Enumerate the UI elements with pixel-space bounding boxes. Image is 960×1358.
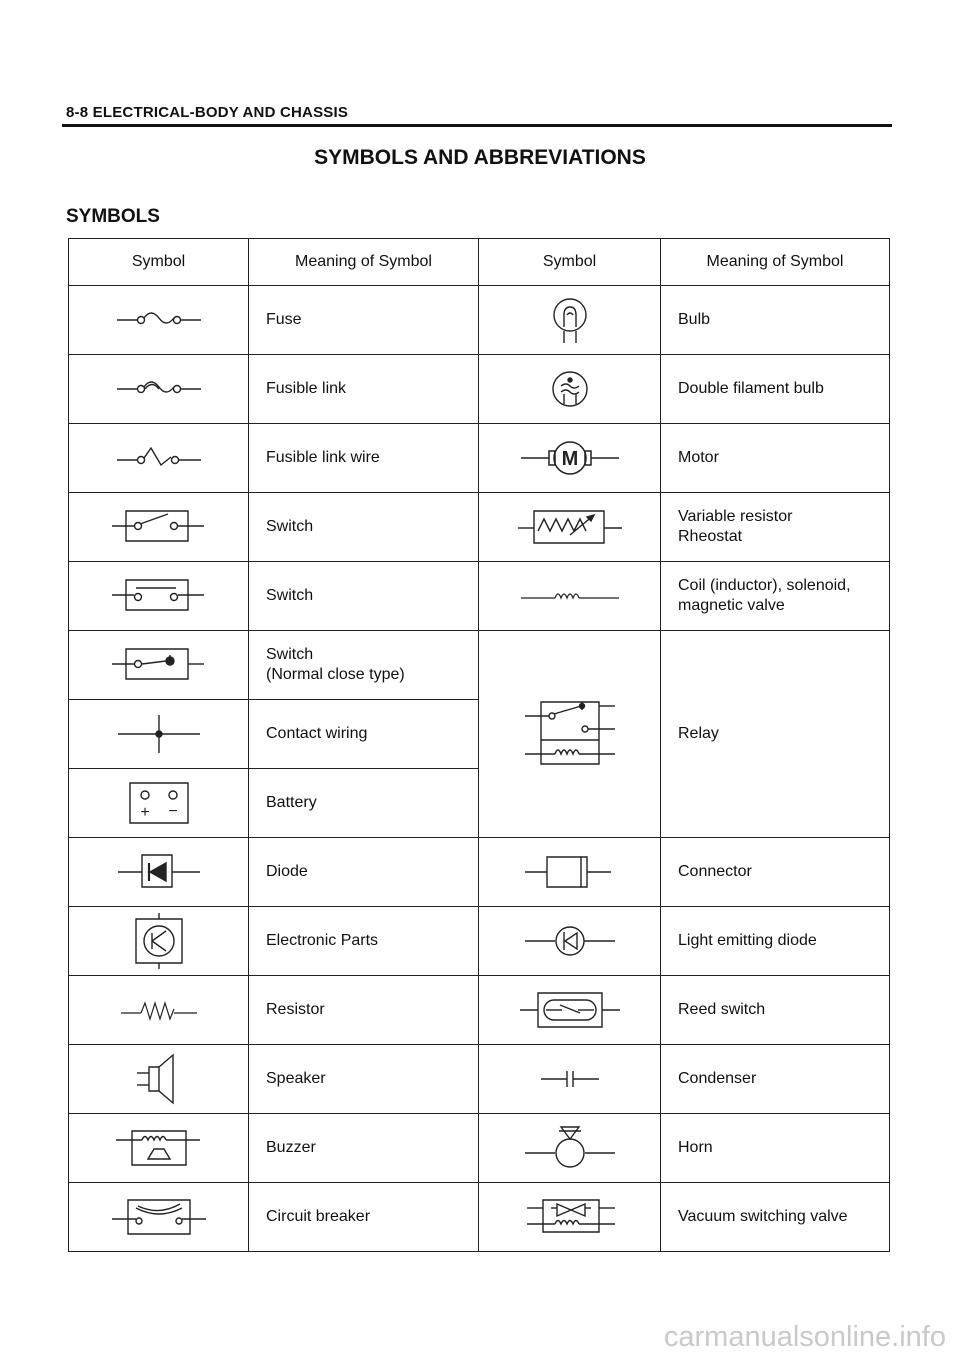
- battery-icon: [124, 779, 194, 827]
- speaker-icon: [119, 1049, 199, 1109]
- meaning-cell: Relay: [661, 631, 890, 838]
- page-title: SYMBOLS AND ABBREVIATIONS: [314, 146, 646, 169]
- meaning-cell: Electronic Parts: [249, 907, 479, 976]
- symbol-cell: [479, 976, 661, 1045]
- meaning-cell: Switch (Normal close type): [249, 631, 479, 700]
- table-row: [69, 286, 890, 355]
- symbol-cell: [69, 769, 249, 838]
- contact-wiring-icon: [104, 709, 214, 759]
- table-row: [69, 1114, 890, 1183]
- table-row: [69, 838, 890, 907]
- meaning-cell: Buzzer: [249, 1114, 479, 1183]
- col-header-symbol-left: Symbol: [69, 239, 249, 286]
- meaning-cell: Horn: [661, 1114, 890, 1183]
- horn-icon: [515, 1123, 625, 1173]
- symbol-cell: [479, 907, 661, 976]
- meaning-cell: Coil (inductor), solenoid, magnetic valve: [661, 562, 890, 631]
- bulb-icon: [540, 293, 600, 347]
- symbol-cell: [479, 424, 661, 493]
- symbol-cell: [69, 1183, 249, 1252]
- buzzer-icon: [104, 1125, 214, 1171]
- symbol-cell: [479, 1114, 661, 1183]
- symbol-cell: [479, 562, 661, 631]
- symbol-cell: [69, 1045, 249, 1114]
- table-row: [69, 907, 890, 976]
- meaning-cell: Double filament bulb: [661, 355, 890, 424]
- table-row: [69, 424, 890, 493]
- fusible-link-wire-icon: [109, 443, 209, 473]
- symbol-cell: [69, 838, 249, 907]
- variable-resistor-icon: [510, 505, 630, 549]
- meaning-cell: Condenser: [661, 1045, 890, 1114]
- meaning-cell: Vacuum switching valve: [661, 1183, 890, 1252]
- resistor-icon: [109, 995, 209, 1025]
- meaning-cell: Speaker: [249, 1045, 479, 1114]
- symbol-cell: [479, 1183, 661, 1252]
- meaning-cell: Battery: [249, 769, 479, 838]
- meaning-cell: Fusible link: [249, 355, 479, 424]
- meaning-cell: Motor: [661, 424, 890, 493]
- motor-letter: M: [561, 448, 578, 470]
- table-row: [69, 493, 890, 562]
- circuit-breaker-icon: [104, 1194, 214, 1240]
- battery-plus: +: [139, 804, 150, 821]
- meaning-cell: Diode: [249, 838, 479, 907]
- meaning-cell: Bulb: [661, 286, 890, 355]
- symbol-cell: [69, 424, 249, 493]
- meaning-cell: Fuse: [249, 286, 479, 355]
- symbol-cell: [69, 286, 249, 355]
- relay-icon: [515, 696, 625, 772]
- symbol-cell: [69, 1114, 249, 1183]
- col-header-meaning-right: Meaning of Symbol: [661, 239, 890, 286]
- header-row: [69, 239, 890, 286]
- symbol-cell: [69, 562, 249, 631]
- switch-icon: [104, 574, 214, 618]
- symbol-cell: [479, 631, 661, 838]
- symbols-table: [68, 238, 890, 1252]
- meaning-cell: Reed switch: [661, 976, 890, 1045]
- table-row: [69, 562, 890, 631]
- meaning-cell: Light emitting diode: [661, 907, 890, 976]
- connector-icon: [515, 849, 625, 895]
- watermark: carmanualsonline.info: [663, 1321, 946, 1353]
- symbol-cell: [479, 355, 661, 424]
- symbol-cell: [479, 286, 661, 355]
- symbol-cell: [69, 355, 249, 424]
- col-header-meaning-left: Meaning of Symbol: [249, 239, 479, 286]
- table-row: [69, 976, 890, 1045]
- table-row: [69, 355, 890, 424]
- meaning-cell: Contact wiring: [249, 700, 479, 769]
- table-row: [69, 1045, 890, 1114]
- condenser-icon: [525, 1064, 615, 1094]
- symbol-cell: [479, 1045, 661, 1114]
- symbol-cell: [69, 907, 249, 976]
- symbol-cell: [69, 493, 249, 562]
- diode-icon: [104, 849, 214, 895]
- reed-switch-icon: [510, 987, 630, 1033]
- vacuum-switching-valve-icon: [515, 1194, 625, 1240]
- meaning-cell: Connector: [661, 838, 890, 907]
- double-filament-bulb-icon: [545, 364, 595, 414]
- header-rule: [62, 124, 892, 127]
- led-icon: [515, 918, 625, 964]
- symbol-cell: [479, 493, 661, 562]
- symbol-cell: [479, 838, 661, 907]
- electronic-parts-icon: [124, 911, 194, 971]
- switch-normal-close-icon: [104, 643, 214, 687]
- symbol-cell: [69, 976, 249, 1045]
- meaning-cell: Variable resistor Rheostat: [661, 493, 890, 562]
- meaning-cell: Circuit breaker: [249, 1183, 479, 1252]
- col-header-symbol-right: Symbol: [479, 239, 661, 286]
- table-row: [69, 1183, 890, 1252]
- meaning-cell: Switch: [249, 493, 479, 562]
- meaning-cell: Fusible link wire: [249, 424, 479, 493]
- symbol-cell: [69, 631, 249, 700]
- section-header: 8-8 ELECTRICAL-BODY AND CHASSIS: [66, 104, 349, 121]
- section-title: SYMBOLS: [66, 206, 160, 227]
- meaning-cell: Resistor: [249, 976, 479, 1045]
- battery-minus: −: [167, 803, 178, 820]
- fusible-link-icon: [109, 374, 209, 404]
- table-row: [69, 631, 890, 700]
- meaning-cell: Switch: [249, 562, 479, 631]
- fuse-icon: [109, 305, 209, 335]
- symbol-cell: [69, 700, 249, 769]
- motor-icon: [515, 435, 625, 481]
- coil-icon: [515, 586, 625, 606]
- switch-icon: [104, 505, 214, 549]
